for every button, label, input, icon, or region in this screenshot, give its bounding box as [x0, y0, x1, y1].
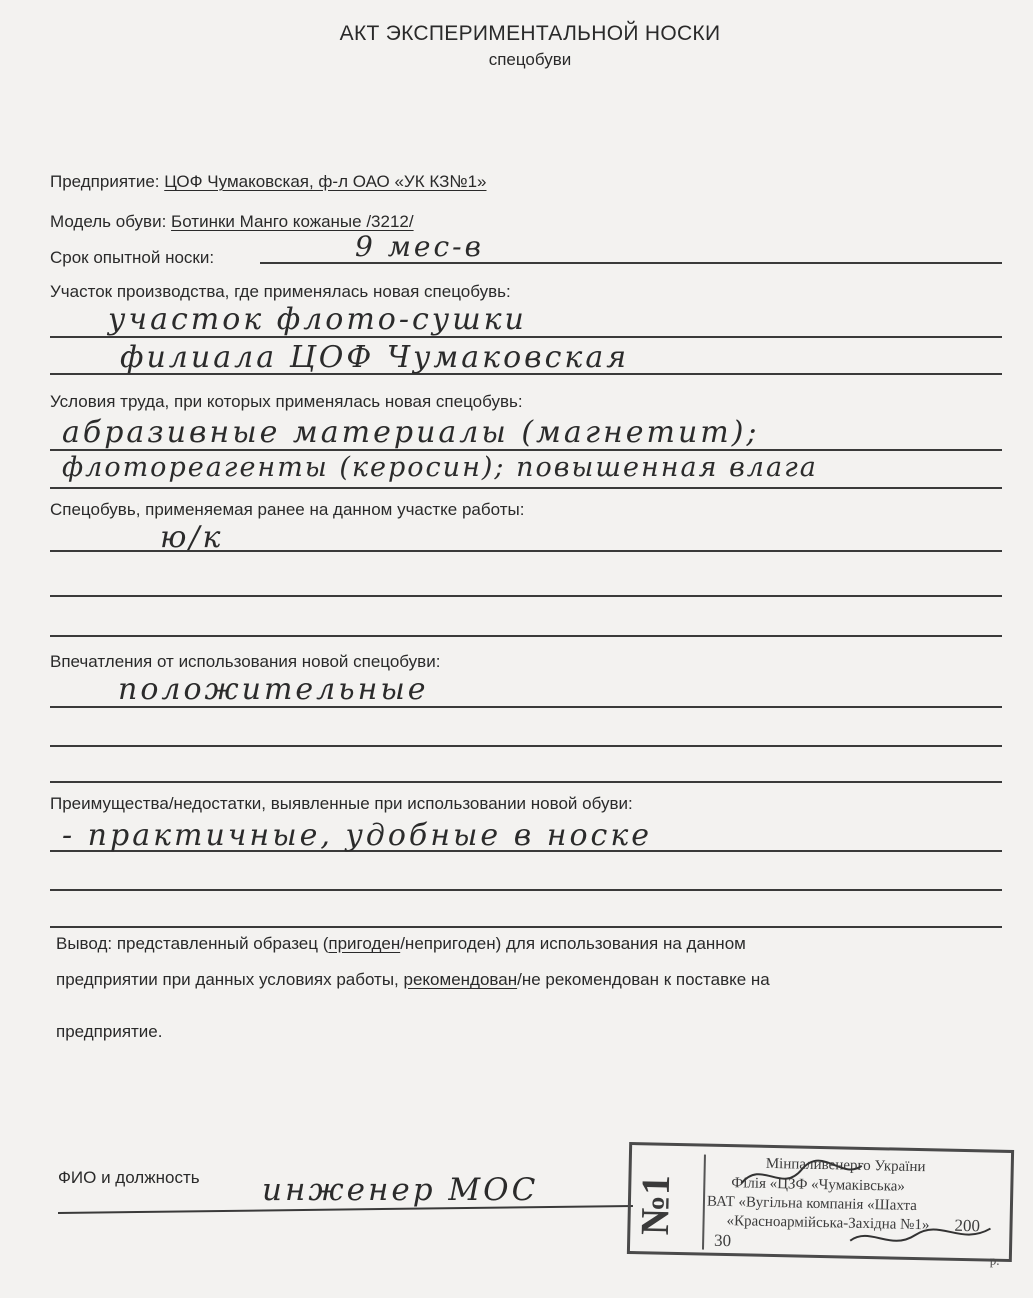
advantages-value: - практичные, удобные в носке [62, 818, 653, 853]
stamp-line-2: Філія «ЦЗФ «Чумаківська» [731, 1175, 906, 1195]
enterprise-field [50, 172, 487, 192]
official-stamp [627, 1142, 1014, 1268]
conclusion-line-2 [56, 970, 770, 990]
stamp-signature-scribble [730, 1153, 1002, 1259]
document-title: АКТ ЭКСПЕРИМЕНТАЛЬНОЙ НОСКИ [339, 22, 721, 45]
conclusion-recommended: рекомендован [403, 970, 518, 989]
conditions-line-2 [50, 487, 1002, 489]
signature-value: инженер МОС [262, 1172, 539, 1208]
conclusion-line-1 [56, 934, 746, 954]
previous-value: ю/к [160, 520, 224, 555]
advantages-label: Преимущества/недостатки, выявленные при использовании новой обуви: [50, 794, 633, 813]
conclusion-line-3: предприятие. [56, 1022, 163, 1041]
previous-label: Спецобувь, применяемая ранее на данном участке работы: [50, 500, 525, 519]
conclusion-text: /непригоден) для использования на данном [400, 934, 746, 953]
signature-label: ФИО и должность [58, 1168, 200, 1187]
conclusion-text: предприятии при данных условиях работы, [56, 970, 404, 989]
stamp-line-4: «Красноармійська-Західна №1» [726, 1213, 930, 1234]
stamp-date-suffix: р. [989, 1252, 1000, 1268]
impressions-line-2 [50, 745, 1002, 747]
enterprise-value: ЦОФ Чумаковская, ф-л ОАО «УК КЗ№1» [164, 172, 487, 191]
term-value: 9 мес-в [355, 230, 484, 263]
conclusion-suitable: пригоден [328, 934, 401, 953]
conclusion-text: /не рекомендован к поставке на [517, 970, 770, 989]
stamp-line-1: Мінпаливенерго України [765, 1155, 926, 1176]
advantages-line-2 [50, 889, 1002, 891]
stamp-number: №1 [631, 1174, 679, 1236]
document-subtitle: спецобуви [488, 50, 572, 69]
impressions-value: положительные [118, 672, 429, 707]
impressions-label: Впечатления от использования новой спецобуви: [50, 652, 441, 671]
previous-line-2 [50, 595, 1002, 597]
model-value: Ботинки Манго кожаные /3212/ [171, 212, 414, 231]
impressions-line-3 [50, 781, 1002, 783]
model-field [50, 212, 414, 232]
conditions-value-2: флотореагенты (керосин); повышенная влага [62, 452, 818, 483]
conditions-value-1: абразивные материалы (магнетит); [62, 415, 760, 450]
stamp-date-day: 30 [713, 1230, 732, 1251]
conclusion-text: Вывод: представленный образец ( [56, 934, 329, 953]
term-label: Срок опытной носки: [50, 248, 215, 267]
conditions-label: Условия труда, при которых применялась новая спецобувь: [50, 392, 523, 411]
previous-line-3 [50, 635, 1002, 637]
stamp-number-box [632, 1153, 706, 1249]
area-label: Участок производства, где применялась новая спецобувь: [50, 282, 511, 301]
model-label: Модель обуви: [50, 212, 167, 231]
stamp-date-year: 200 [954, 1215, 981, 1236]
stamp-line-3: ВАТ «Вугільна компанія «Шахта [706, 1193, 918, 1215]
area-value-2: филиала ЦОФ Чумаковская [120, 340, 630, 375]
area-value-1: участок флото-сушки [108, 302, 527, 337]
enterprise-label: Предприятие: [50, 172, 160, 191]
advantages-line-3 [50, 926, 1002, 928]
